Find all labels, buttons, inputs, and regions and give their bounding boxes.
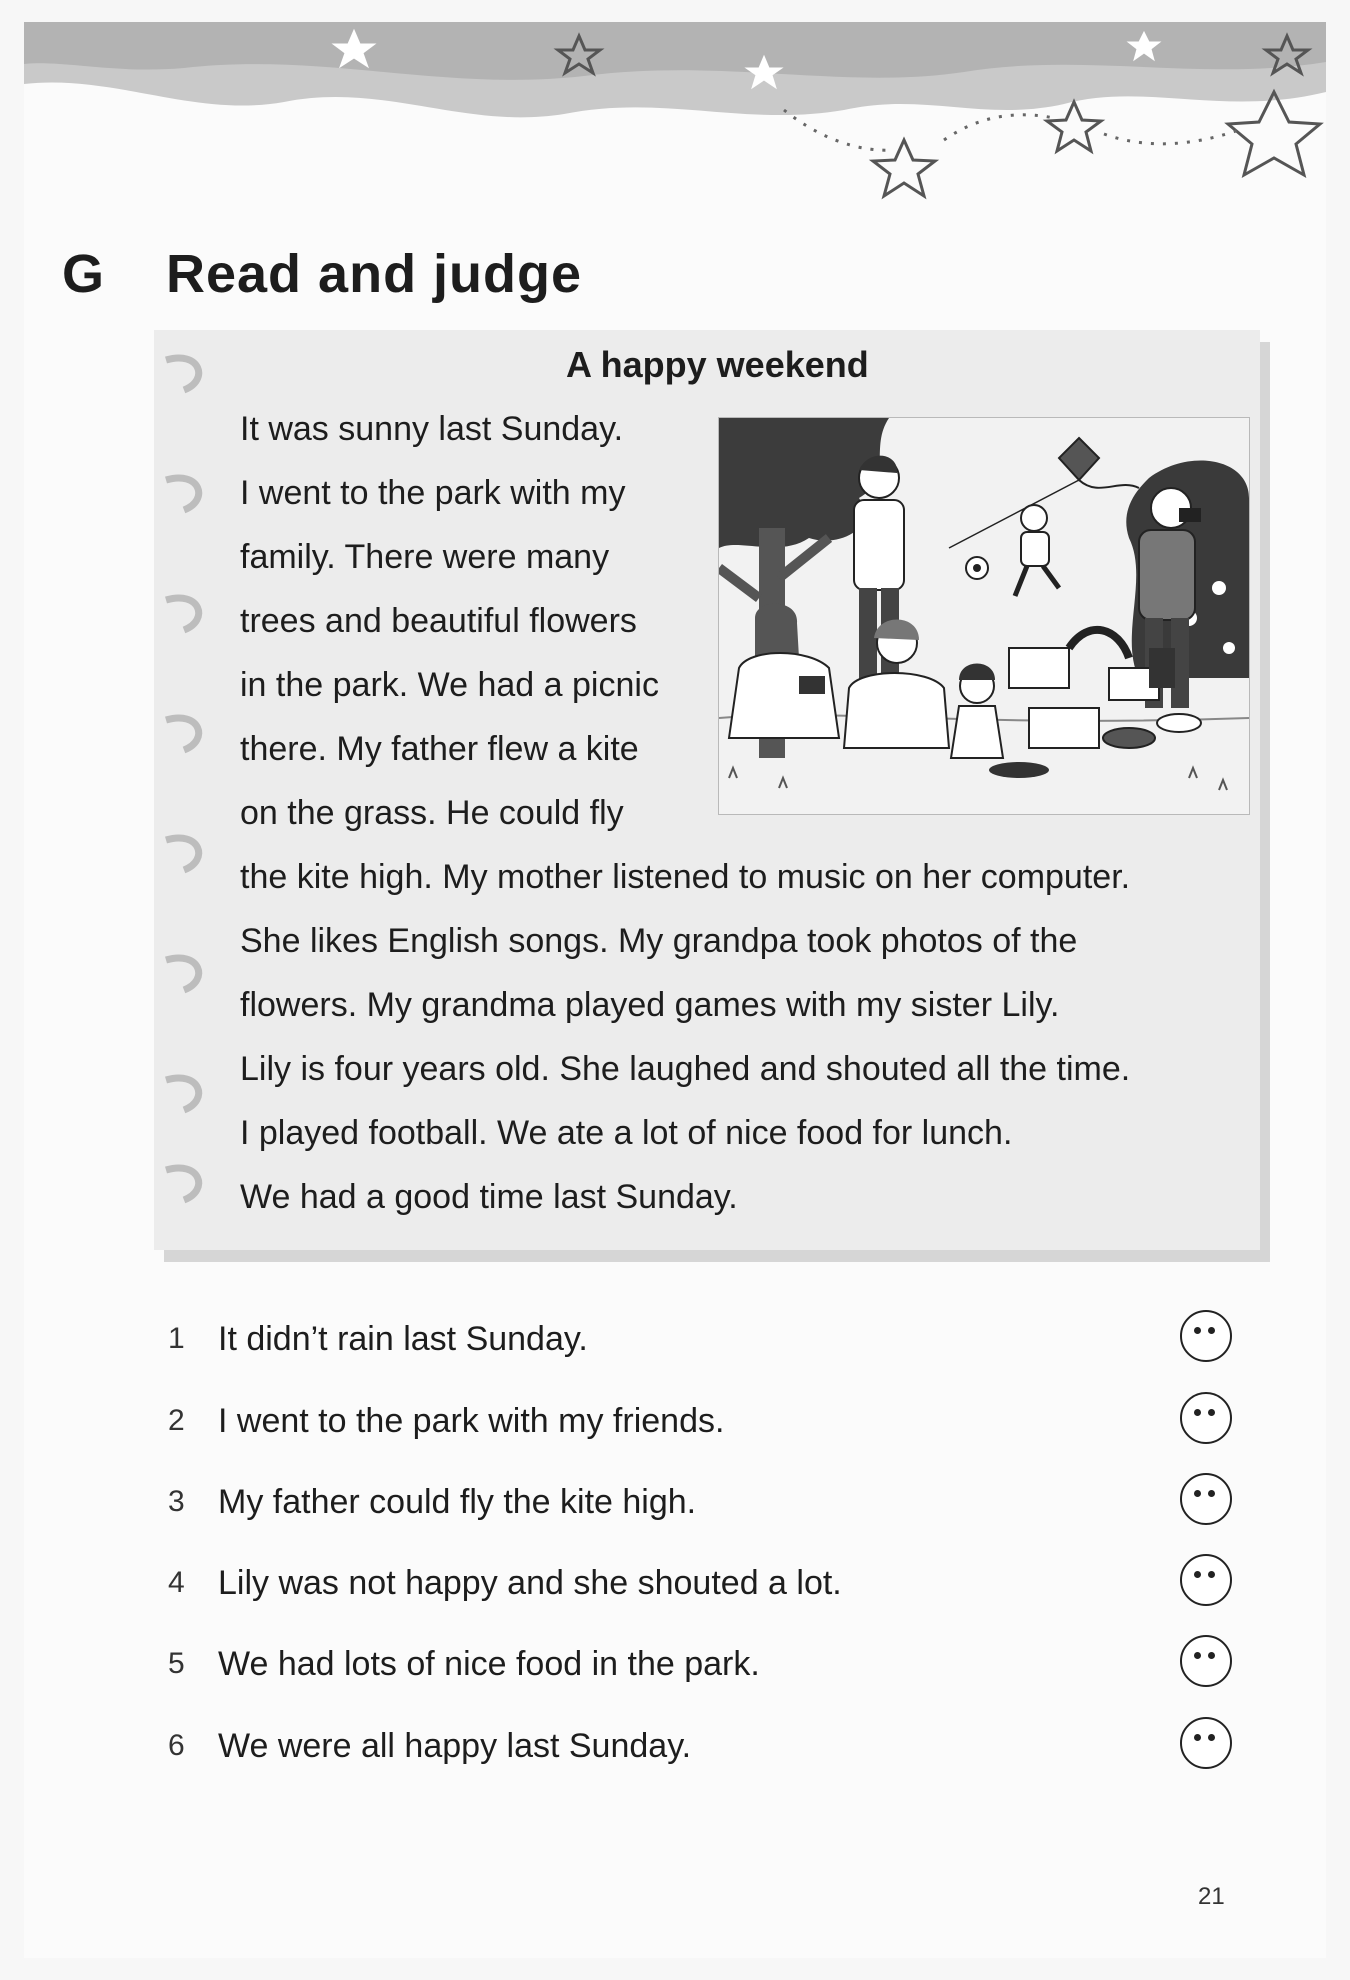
story-line: It was sunny last Sunday. — [240, 410, 624, 448]
question-text: My father could fly the kite high. — [218, 1483, 697, 1521]
story-line: I played football. We ate a lot of nice food for lunch. — [240, 1114, 1013, 1152]
story-line: there. My father flew a kite — [240, 730, 639, 768]
question-number: 2 — [168, 1404, 185, 1437]
page-number: 21 — [1198, 1883, 1225, 1910]
blank-face-icon[interactable] — [1180, 1554, 1232, 1606]
story-line: the kite high. My mother listened to music on her computer. — [240, 858, 1131, 896]
story-line: in the park. We had a picnic — [240, 666, 659, 704]
story-line: I went to the park with my — [240, 474, 626, 512]
question-number: 6 — [168, 1729, 185, 1762]
question-number: 3 — [168, 1485, 185, 1518]
question-text: We were all happy last Sunday. — [218, 1727, 692, 1765]
blank-face-icon[interactable] — [1180, 1717, 1232, 1769]
story-title: A happy weekend — [566, 344, 869, 385]
story-line: We had a good time last Sunday. — [240, 1178, 738, 1216]
question-text: We had lots of nice food in the park. — [218, 1645, 760, 1683]
blank-face-icon[interactable] — [1180, 1310, 1232, 1362]
story-line: trees and beautiful flowers — [240, 602, 637, 640]
notebook-rings — [160, 350, 230, 1210]
blank-face-icon[interactable] — [1180, 1473, 1232, 1525]
question-text: It didn’t rain last Sunday. — [218, 1320, 588, 1358]
blank-face-icon[interactable] — [1180, 1392, 1232, 1444]
star-banner — [24, 22, 1326, 222]
question-number: 4 — [168, 1566, 185, 1599]
story-line: Lily is four years old. She laughed and shouted all the time. — [240, 1050, 1131, 1088]
blank-face-icon[interactable] — [1180, 1635, 1232, 1687]
story-line: flowers. My grandma played games with my sister Lily. — [240, 986, 1060, 1024]
section-letter: G — [62, 244, 105, 304]
question-text: I went to the park with my friends. — [218, 1402, 725, 1440]
story-line: on the grass. He could fly — [240, 794, 624, 832]
story-line: family. There were many — [240, 538, 610, 576]
family-picnic-illustration — [718, 417, 1250, 815]
story-line: She likes English songs. My grandpa took photos of the — [240, 922, 1078, 960]
question-number: 1 — [168, 1322, 185, 1355]
question-text: Lily was not happy and she shouted a lot. — [218, 1564, 842, 1602]
question-number: 5 — [168, 1647, 185, 1680]
section-title: Read and judge — [166, 244, 583, 304]
